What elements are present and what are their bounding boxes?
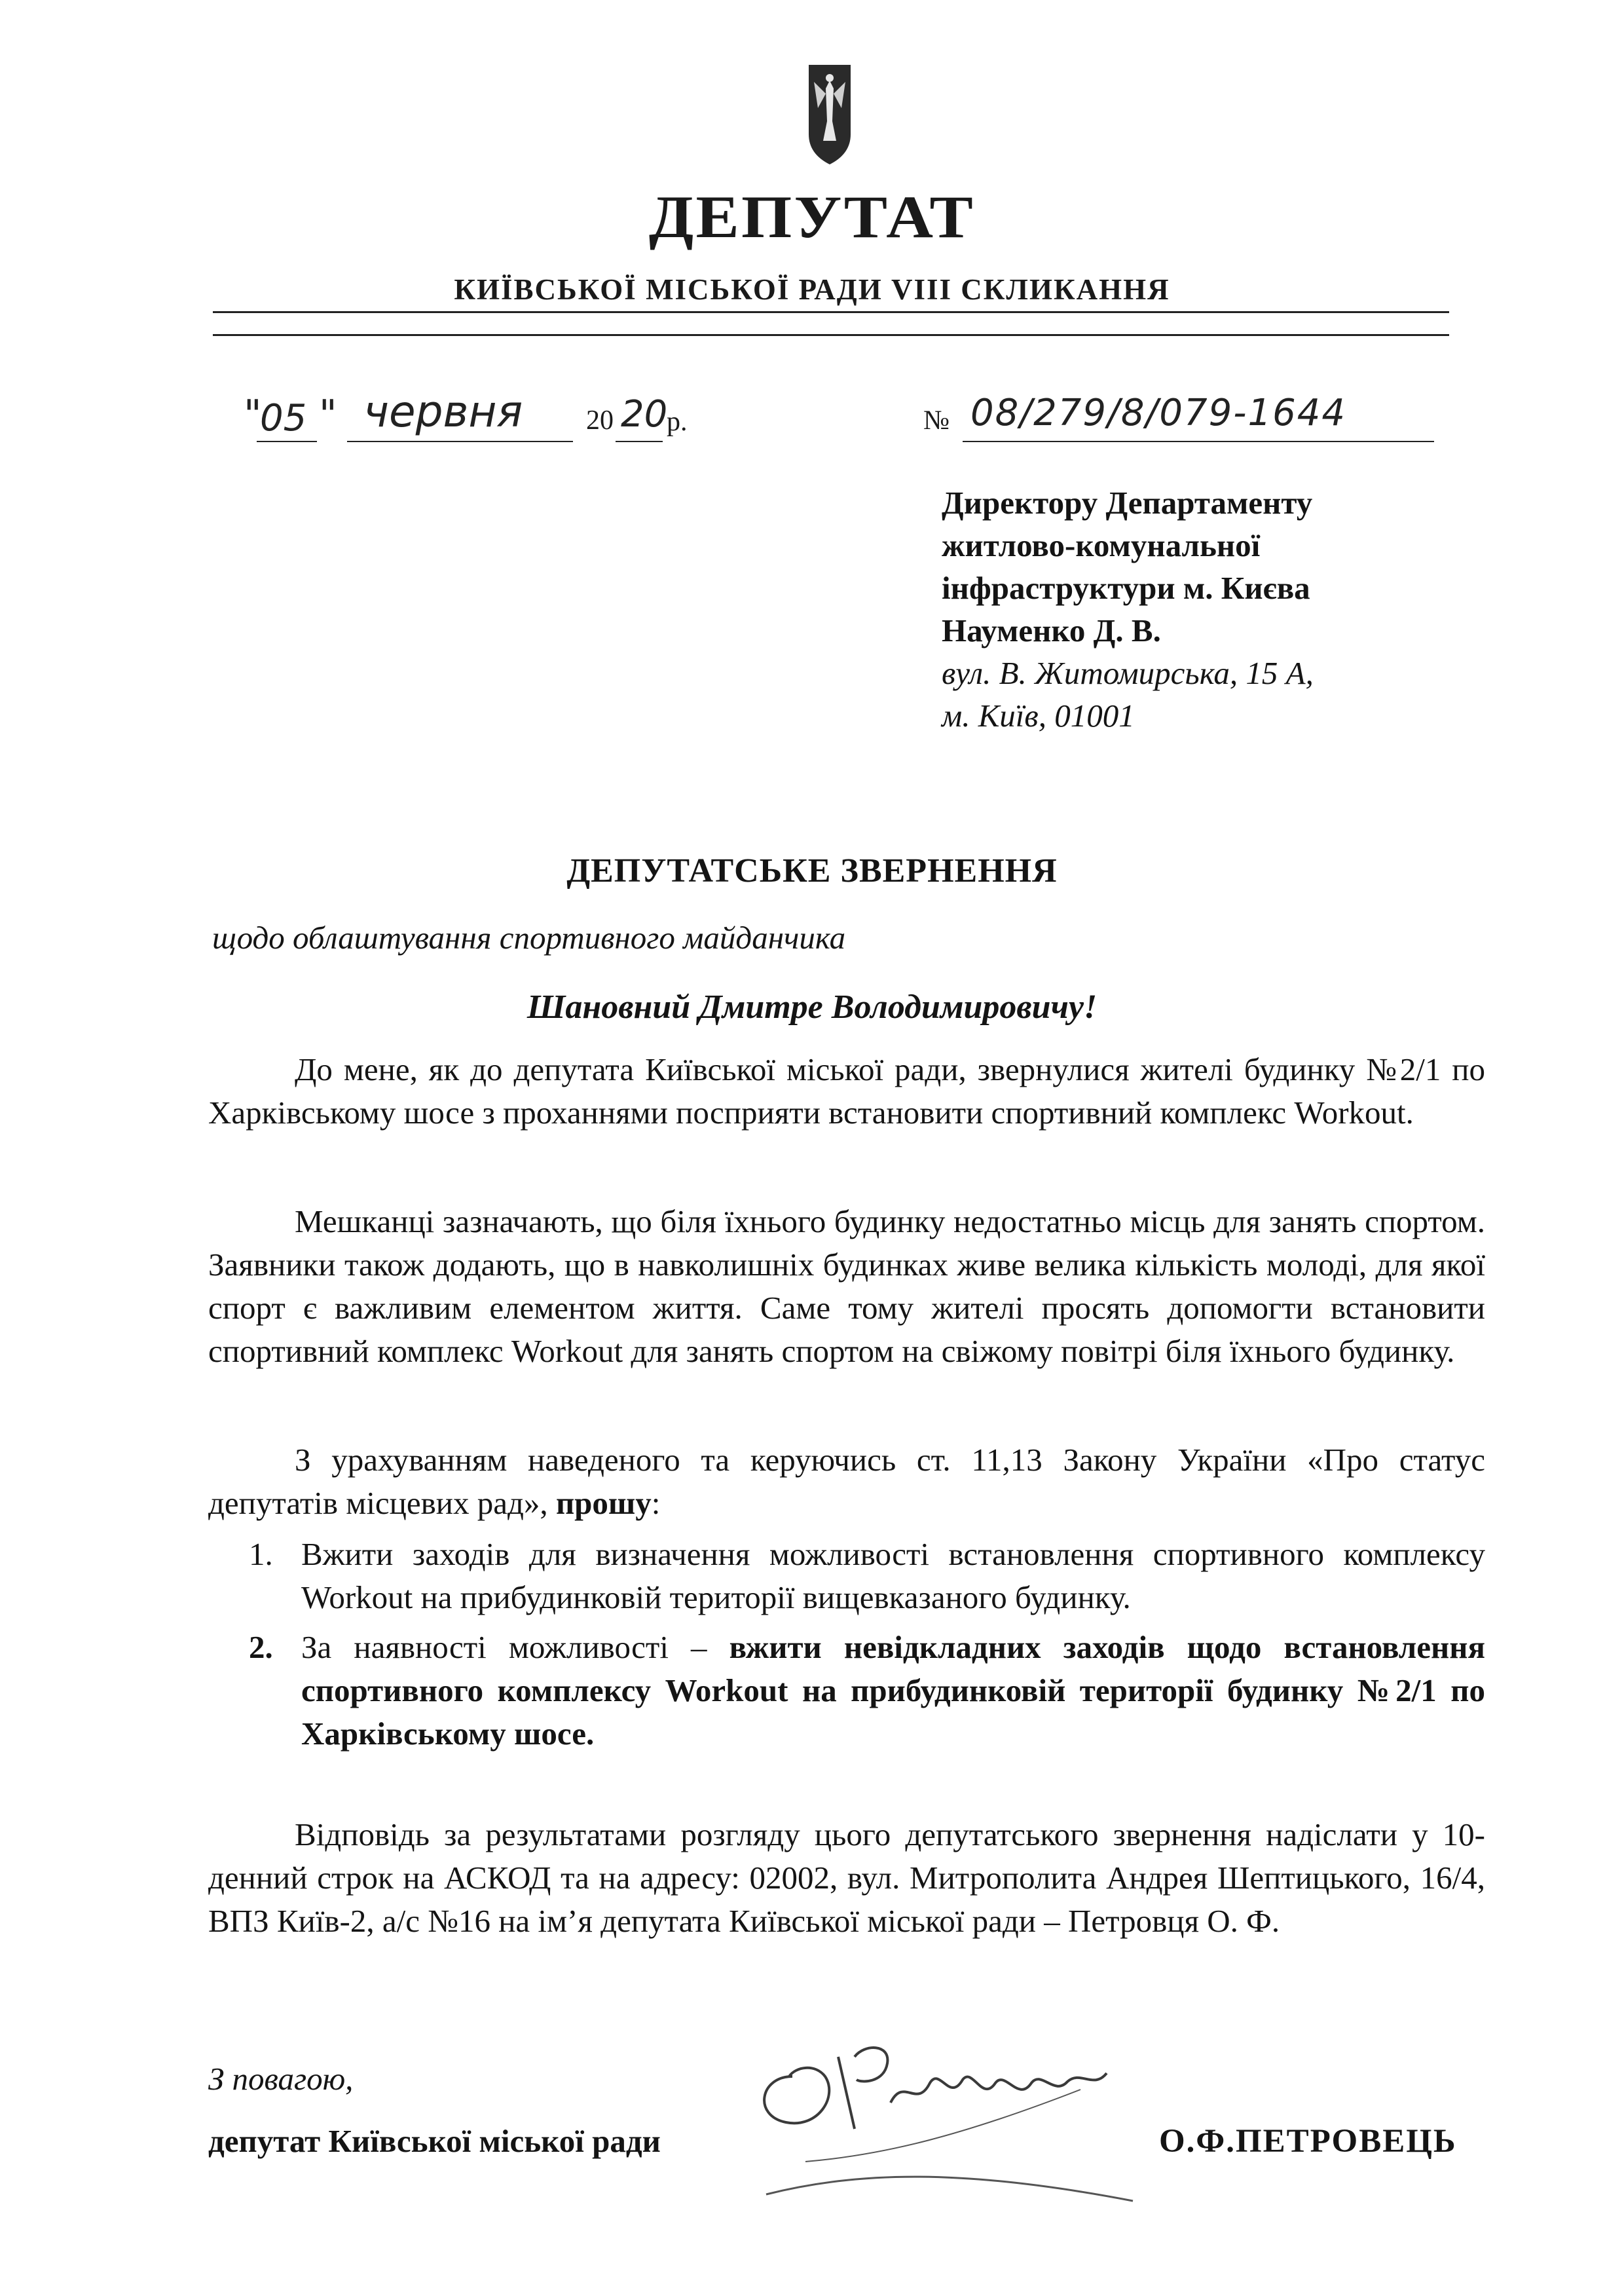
recipient-name: Науменко Д. В. [942,612,1161,648]
salutation: Шановний Дмитре Володимировичу! [526,988,1098,1026]
paragraph-3-bold: прошу [555,1485,652,1521]
recipient-line-1: Директору Департаменту [942,485,1313,521]
recipient-address-2: м. Київ, 01001 [942,698,1135,734]
list-item-2 [208,1626,1485,1755]
document-subject: щодо облаштування спортивного майданчика [212,920,846,956]
recipient-block [942,481,1596,737]
handwritten-signature [740,2004,1146,2227]
list-item-2-text: За наявності можливості – [301,1629,707,1665]
paragraph-4 [208,1813,1485,1943]
date-year-prefix: 20 [586,405,614,436]
closing-signatory-name: О.Ф.ПЕТРОВЕЦЬ [1159,2123,1457,2160]
date-year-suffix: 20 [621,393,668,436]
number-value: 08/279/8/079-1644 [970,392,1346,434]
closing-position: депутат Київської міської ради [208,2123,661,2159]
list-item-2-number: 2. [249,1629,273,1665]
paragraph-1 [208,1048,1485,1135]
kyiv-coat-of-arms-icon [806,62,853,167]
list-item-2-bold-text: вжити невідкладних заходів щодо встановлення спортивного комплексу Workout на прибудинковій території будинку №2/1 по Харківському шосе. [301,1629,1485,1752]
date-year-underline [616,441,663,442]
date-month-underline [347,441,573,442]
paragraph-1-text: До мене, як до депутата Київської міської ради, звернулися жителі будинку №2/1 по Харківському шосе з проханнями посприяти встановити спортивний комплекс Workout. [208,1051,1485,1131]
date-year-mark: р. [667,407,688,437]
date-quote-open: " [244,392,262,438]
header-subtitle: КИЇВСЬКОЇ МІСЬКОЇ РАДИ VIII СКЛИКАННЯ [454,273,1170,306]
recipient-address-1: вул. В. Житомирська, 15 А, [942,655,1314,691]
paragraph-3-end: : [651,1485,661,1521]
header-rule-top [213,311,1449,313]
recipient-line-3: інфраструктури м. Києва [942,570,1310,606]
number-underline [963,441,1434,442]
date-day-underline [257,441,317,442]
closing-regards: З повагою, [208,2061,354,2097]
paragraph-4-text: Відповідь за результатами розгляду цього депутатського звернення надіслати у 10-денний строк на АСКОД та на адресу: 02002, вул. Митрополита Андрея Шептицького, 16/4, ВПЗ Київ-2, а/с №16 на ім’я депутата Київської міської ради – Петровця О. Ф. [208,1816,1485,1939]
list-item-1 [208,1533,1485,1619]
date-month: червня [363,386,523,437]
list-item-1-text: Вжити заходів для визначення можливості встановлення спортивного комплексу Workout на прибудинковій території вищевказаного будинку. [301,1536,1485,1615]
number-label: № [923,405,950,436]
header-rule-bottom [213,334,1449,336]
recipient-line-2: житлово-комунальної [942,527,1261,563]
header-title: ДЕПУТАТ [648,183,976,250]
paragraph-2-text: Мешканці зазначають, що біля їхнього будинку недостатньо місць для занять спортом. Заявники також додають, що в навколишніх будинках живе велика кількість молоді, для якої спорт є важливим елементом життя. Саме тому жителі просять допомогти встановити спортивний комплекс Workout для занять спортом на свіжому повітрі біля їхнього будинку. [208,1203,1485,1369]
date-quote-close: " [319,392,337,438]
paragraph-3-text: З урахуванням наведеного та керуючись ст. 11,13 Закону України «Про статус депутатів місцевих рад», [208,1442,1485,1521]
date-day: 05 [260,397,307,440]
paragraph-3 [208,1438,1485,1525]
list-item-1-number: 1. [249,1536,273,1572]
paragraph-2 [208,1200,1485,1373]
document-title: ДЕПУТАТСЬКЕ ЗВЕРНЕННЯ [566,852,1058,890]
